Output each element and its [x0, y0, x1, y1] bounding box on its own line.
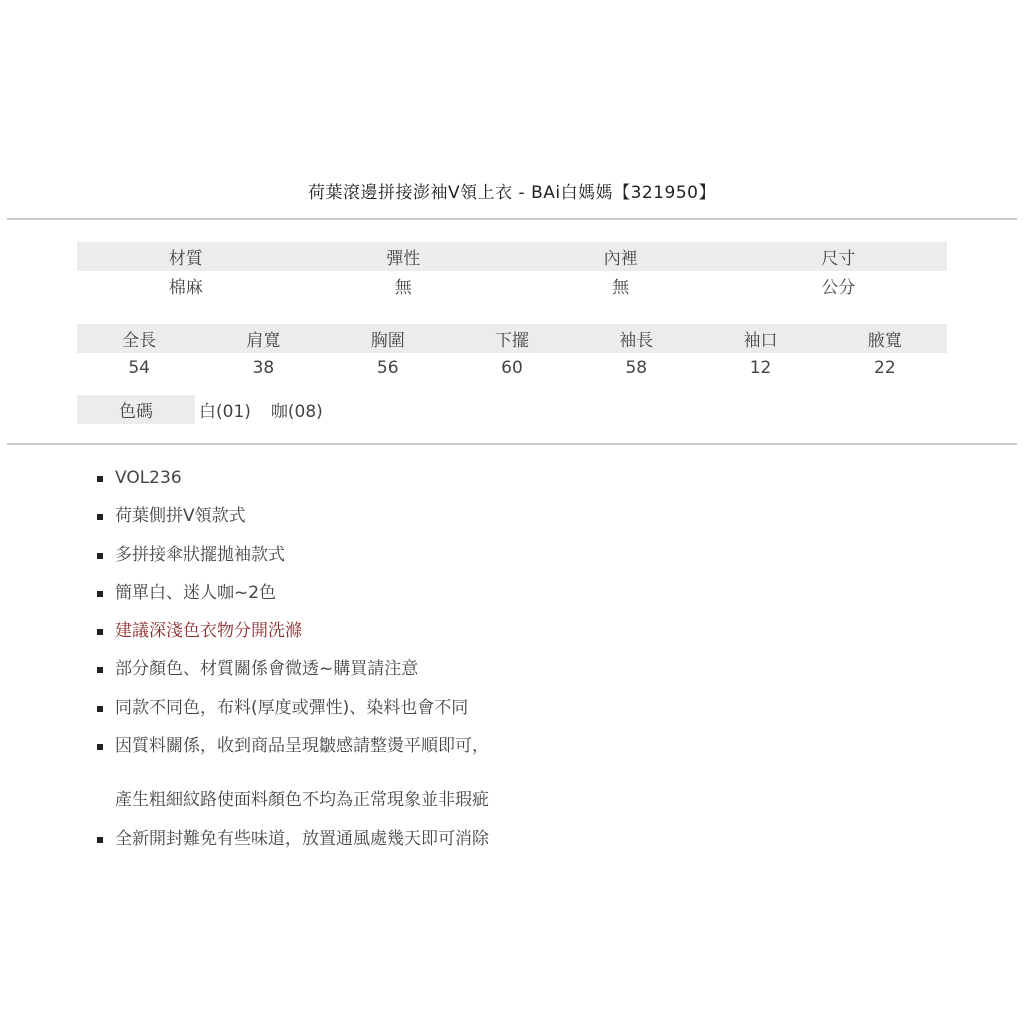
divider-bottom: [7, 443, 1017, 445]
value-armpit: 22: [874, 357, 896, 378]
value-chest: 56: [376, 357, 399, 378]
color-option-brown: 咖(08): [270, 402, 323, 422]
header-hem: 下擺: [494, 331, 529, 351]
note-text: 荷葉側拼V領款式: [115, 506, 246, 527]
note-text: 全新開封難免有些味道，放置通風處幾天即可消除: [115, 828, 489, 849]
product-title: 荷葉滾邊拼接澎袖V領上衣 - BAi白媽媽【321950】: [308, 183, 716, 203]
list-item: [97, 502, 489, 540]
list-item: [97, 464, 489, 502]
list-item: [97, 579, 489, 617]
color-code-label: 色碼: [77, 395, 195, 424]
value-cuff: 12: [749, 357, 772, 378]
header-lining: 內裡: [603, 249, 638, 269]
measurement-table-values: [77, 353, 947, 382]
measurement-table: [77, 324, 947, 382]
value-shoulder: 38: [252, 357, 275, 378]
value-length: 54: [128, 357, 150, 378]
color-option-white: 白(01): [199, 402, 251, 422]
note-text: 部分顏色、材質關係會微透~購買請注意: [115, 659, 419, 680]
measurement-table-header: [77, 324, 947, 353]
washing-warning-text: 建議深淺色衣物分開洗滌: [115, 621, 302, 642]
square-bullet-icon: [97, 706, 103, 712]
note-text: 簡單白、迷人咖~2色: [115, 582, 277, 603]
note-text: 因質料關係，收到商品呈現皺感請整燙平順即可，: [115, 736, 489, 757]
list-item-continuation: [97, 786, 489, 824]
square-bullet-icon: [97, 629, 103, 635]
material-table-values: [77, 271, 947, 300]
list-item: [97, 541, 489, 579]
note-text: 同款不同色，布料(厚度或彈性)、染料也會不同: [115, 697, 469, 718]
square-bullet-icon: [97, 553, 103, 559]
header-elasticity: 彈性: [386, 249, 421, 269]
header-material: 材質: [168, 249, 203, 269]
square-bullet-icon: [97, 744, 103, 750]
header-size-unit: 尺寸: [821, 249, 856, 269]
header-armpit: 腋寬: [867, 331, 902, 351]
header-shoulder: 肩寬: [246, 331, 281, 351]
note-text: 多拼接傘狀擺拋袖款式: [115, 544, 285, 565]
header-sleeve-length: 袖長: [619, 331, 654, 351]
value-sleeve-length: 58: [625, 357, 648, 378]
square-bullet-icon: [97, 514, 103, 520]
note-text: VOL236: [115, 468, 182, 488]
value-material: 棉麻: [168, 278, 203, 298]
product-notes-list: [97, 464, 489, 863]
material-table-header: [77, 242, 947, 271]
value-hem: 60: [501, 357, 523, 378]
header-cuff: 袖口: [743, 331, 778, 351]
list-item: [97, 617, 489, 655]
divider-top: [7, 218, 1017, 220]
square-bullet-icon: [97, 837, 103, 843]
square-bullet-icon: [97, 476, 103, 482]
list-item: [97, 655, 489, 693]
list-item: [97, 694, 489, 732]
square-bullet-icon: [97, 667, 103, 673]
header-chest: 胸圍: [370, 331, 405, 351]
value-elasticity: 無: [394, 278, 412, 298]
color-code-row: [77, 395, 341, 424]
material-table: [77, 242, 947, 300]
square-bullet-icon: [97, 591, 103, 597]
value-size-unit: 公分: [821, 278, 856, 298]
note-text: 產生粗細紋路使面料顏色不均為正常現象並非瑕疵: [115, 790, 489, 811]
list-item: [97, 825, 489, 863]
list-item: [97, 732, 489, 770]
header-length: 全長: [122, 331, 157, 351]
value-lining: 無: [612, 278, 630, 298]
